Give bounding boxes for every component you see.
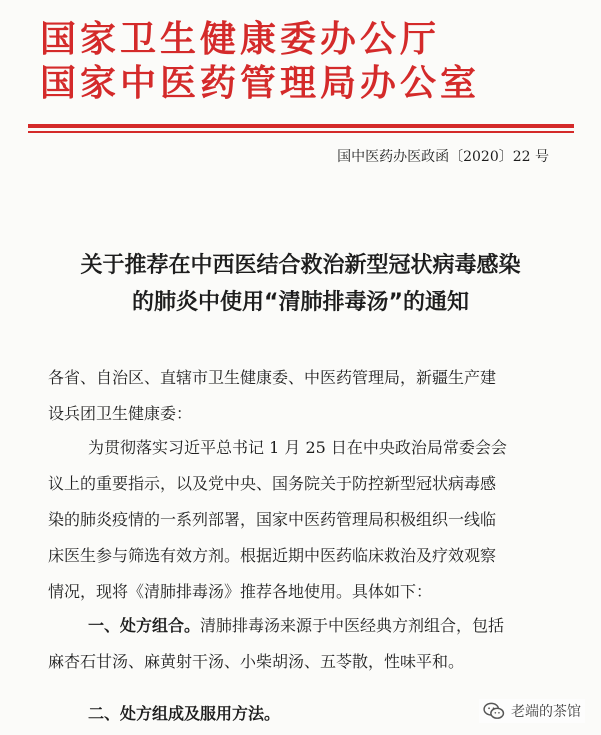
watermark-text: 老端的茶馆 (511, 704, 581, 720)
red-header-rule-thin (28, 131, 574, 133)
red-header-rule (28, 124, 574, 128)
addressee-paragraph (48, 360, 553, 432)
body-paragraph (48, 430, 553, 610)
section-1-heading: 一、处方组合。 (88, 616, 201, 635)
section-2-heading: 二、处方组成及服用方法。 (88, 704, 281, 723)
document-title-line-1: 关于推荐在中西医结合救治新型冠状病毒感染 (80, 253, 521, 278)
wechat-icon (483, 702, 505, 720)
section-1-paragraph (48, 608, 553, 680)
document-number: 国中医药办医政函〔2020〕22 号 (337, 149, 549, 165)
addressee-line: 各省、自治区、直辖市卫生健康委、中医药管理局，新疆生产建 (48, 368, 497, 387)
body-line: 议上的重要指示，以及党中央、国务院关于防控新型冠状病毒感 (48, 474, 497, 493)
body-line: 染的肺炎疫情的一系列部署，国家中医药管理局积极组织一线临 (48, 510, 497, 529)
issuing-office-line-2: 国家中医药管理局办公室 (40, 63, 481, 104)
section-1-line: 麻杏石甘汤、麻黄射干汤、小柴胡汤、五苓散，性味平和。 (48, 652, 465, 671)
addressee-line: 设兵团卫生健康委： (48, 404, 193, 423)
section-1-line (48, 608, 553, 644)
issuing-office-line-1: 国家卫生健康委办公厅 (40, 19, 441, 60)
wechat-watermark (479, 699, 585, 723)
section-1-text: 清肺排毒汤来源于中医经典方剂组合，包括 (200, 616, 505, 635)
body-line: 情况，现将《清肺排毒汤》推荐各地使用。具体如下： (48, 582, 433, 601)
body-line: 为贯彻落实习近平总书记 1 月 25 日在中央政治局常委会会 (88, 438, 507, 457)
document-title-line-2: 的肺炎中使用“清肺排毒汤”的通知 (132, 290, 469, 315)
section-2-paragraph (48, 696, 553, 732)
body-line: 床医生参与筛选有效方剂。根据近期中医药临床救治及疗效观察 (48, 546, 497, 565)
